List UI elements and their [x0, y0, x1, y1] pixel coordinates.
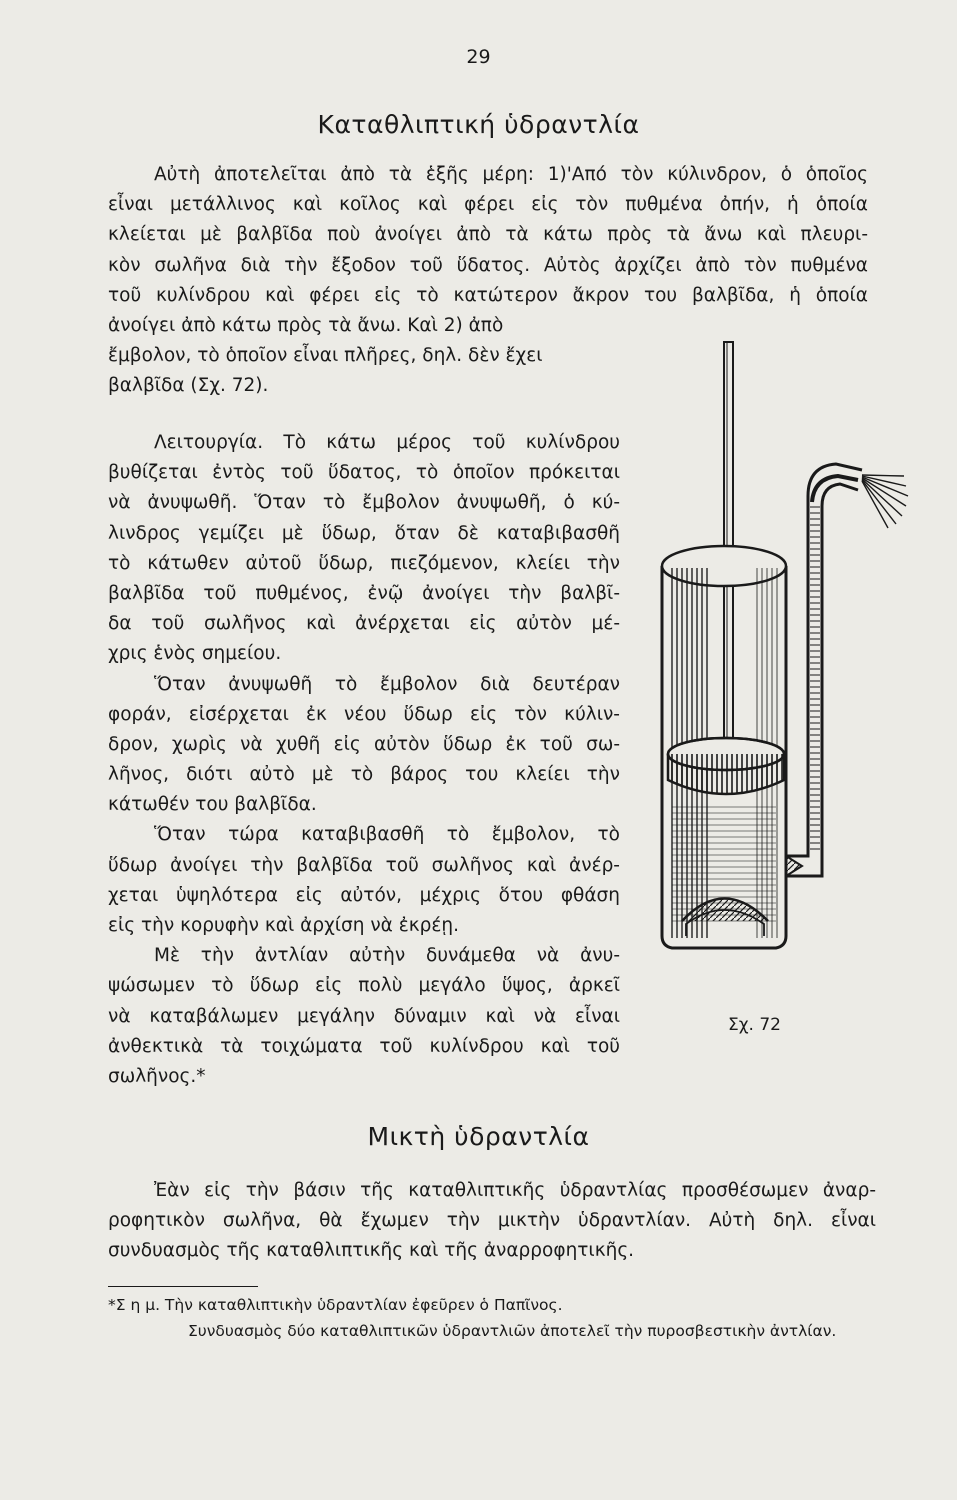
function-line-2: βυθίζεται ἐντὸς τοῦ ὕδατος, τὸ ὁποῖον πρόκειται [108, 462, 620, 484]
figure-caption: Σχ. 72 [728, 1015, 782, 1035]
footnote-line-2: Συνδυασμὸς δύο καταθλιπτικῶν ὑδραντλιῶν ἀποτελεῖ τὴν πυροσβεστικὴν ἀντλίαν. [188, 1322, 837, 1340]
function-line-13: κάτωθέν του βαλβῖδα. [108, 794, 317, 816]
function-line-4: λινδρος γεμίζει μὲ ὕδωρ, ὅταν δὲ καταβιβασθῆ [108, 522, 620, 544]
function-line-6: βαλβῖδα τοῦ πυθμένος, ἐνῷ ἀνοίγει τὴν βαλβῖ- [108, 582, 620, 604]
pipe-valve [786, 856, 802, 876]
function-line-3: νὰ ἀνυψωθῆ. Ὅταν τὸ ἔμβολον ἀνυψωθῆ, ὁ κύ- [108, 492, 620, 514]
function-line-18: Μὲ τὴν ἀντλίαν αὐτὴν δυνάμεθα νὰ ἀνυ- [154, 945, 620, 967]
function-line-21: ἀνθεκτικὰ τὰ τοιχώματα τοῦ κυλίνδρου καὶ τοῦ [108, 1035, 620, 1057]
function-line-11: δρον, χωρὶς νὰ χυθῆ εἰς αὐτὸν ὕδωρ ἐκ τοῦ σω- [108, 733, 620, 755]
function-line-15: ὕδωρ ἀνοίγει τὴν βαλβῖδα τοῦ σωλῆνος καὶ ἀνέρ- [108, 854, 620, 876]
intro-line-7: ἔμβολον, τὸ ὁποῖον εἶναι πλῆρες, δηλ. δὲν ἔχει [108, 345, 543, 367]
function-line-12: λῆνος, διότι αὐτὸ μὲ τὸ βάρος του κλείει τὴν [108, 764, 620, 786]
mixed-line-2: ροφητικὸν σωλῆνα, θὰ ἔχωμεν τὴν μικτὴν ὑδραντλίαν. Αὐτὴ δηλ. εἶναι [108, 1210, 876, 1232]
function-line-7: δα τοῦ σωλῆνος καὶ ἀνέρχεται εἰς αὐτὸν μέ- [108, 613, 620, 635]
side-pipe [786, 464, 862, 856]
footnote-divider [108, 1286, 258, 1287]
function-line-17: εἰς τὴν κορυφὴν καὶ ἀρχίση νὰ ἐκρέῃ. [108, 915, 460, 936]
piston-rod [724, 342, 733, 742]
page-number: 29 [466, 46, 491, 68]
footnote-line-1: *Σ η μ. Τὴν καταθλιπτικὴν ὑδραντλίαν ἐφεῦρεν ὁ Παπῖνος. [108, 1296, 563, 1314]
function-line-14: Ὅταν τώρα καταβιβασθῆ τὸ ἔμβολον, τὸ [154, 824, 620, 846]
intro-line-8: βαλβῖδα (Σχ. 72). [108, 375, 269, 397]
mixed-line-1: Ἐὰν εἰς τὴν βάσιν τῆς καταθλιπτικῆς ὑδραντλίας προσθέσωμεν ἀναρ- [154, 1180, 876, 1201]
pump-drawing [626, 336, 916, 1036]
mixed-line-3: συνδυασμὸς τῆς καταθλιπτικῆς καὶ τῆς ἀναρροφητικῆς. [108, 1240, 635, 1262]
intro-line-1: Αὐτὴ ἀποτελεῖται ἀπὸ τὰ ἑξῆς μέρη: 1)'Από τὸν κύλινδρον, ὁ ὁποῖος [154, 164, 868, 185]
function-paragraph [108, 428, 620, 1092]
function-line-19: ψώσωμεν τὸ ὕδωρ εἰς πολὺ μεγάλο ὕψος, ἀρκεῖ [108, 975, 620, 997]
intro-line-6: ἀνοίγει ἀπὸ κάτω πρὸς τὰ ἄνω. Καὶ 2) ἀπὸ [108, 314, 504, 336]
intro-line-3: κλείεται μὲ βαλβῖδα ποὺ ἀνοίγει ἀπὸ τὰ κάτω πρὸς τὰ ἄνω καὶ πλευρι- [108, 224, 868, 246]
function-line-10: φοράν, εἰσέρχεται ἐκ νέου ὕδωρ εἰς τὸν κύλιν- [108, 703, 620, 725]
function-line-5: τὸ κάτωθεν αὐτοῦ ὕδωρ, πιεζόμενον, κλείει τὴν [108, 552, 620, 574]
intro-line-4: κὸν σωλῆνα διὰ τὴν ἔξοδον τοῦ ὕδατος. Αὐτὸς ἀρχίζει ἀπὸ τὸν πυθμένα [108, 254, 868, 276]
function-line-8: χρις ἑνὸς σημείου. [108, 643, 282, 665]
section-title-mixed-pump: Μικτὴ ὑδραντλία [367, 1122, 590, 1151]
function-line-20: νὰ καταβάλωμεν μεγάλην δύναμιν καὶ νὰ εἶναι [108, 1005, 620, 1027]
pump-illustration [626, 336, 916, 1036]
function-line-9: Ὅταν ἀνυψωθῆ τὸ ἔμβολον διὰ δευτέραν [154, 673, 620, 695]
intro-line-5: τοῦ κυλίνδρου καὶ φέρει εἰς τὸ κατώτερον ἄκρον του βαλβῖδα, ἡ ὁποία [108, 284, 868, 306]
function-line-16: χεται ὑψηλότερα εἰς αὐτόν, μέχρις ὅτου φθάση [108, 884, 620, 906]
mixed-pump-paragraph [108, 1176, 876, 1267]
function-line-22: σωλῆνος.* [108, 1065, 206, 1087]
section-title-pressure-pump: Καταθλιπτική ὑδραντλία [317, 110, 640, 139]
function-line-1: Λειτουργία. Τὸ κάτω μέρος τοῦ κυλίνδρου [154, 432, 620, 453]
intro-line-2: εἶναι μετάλλινος καὶ κοῖλος καὶ φέρει εἰς τὸν πυθμένα ὀπήν, ἡ ὁποία [108, 194, 868, 216]
water-spray [862, 475, 908, 528]
